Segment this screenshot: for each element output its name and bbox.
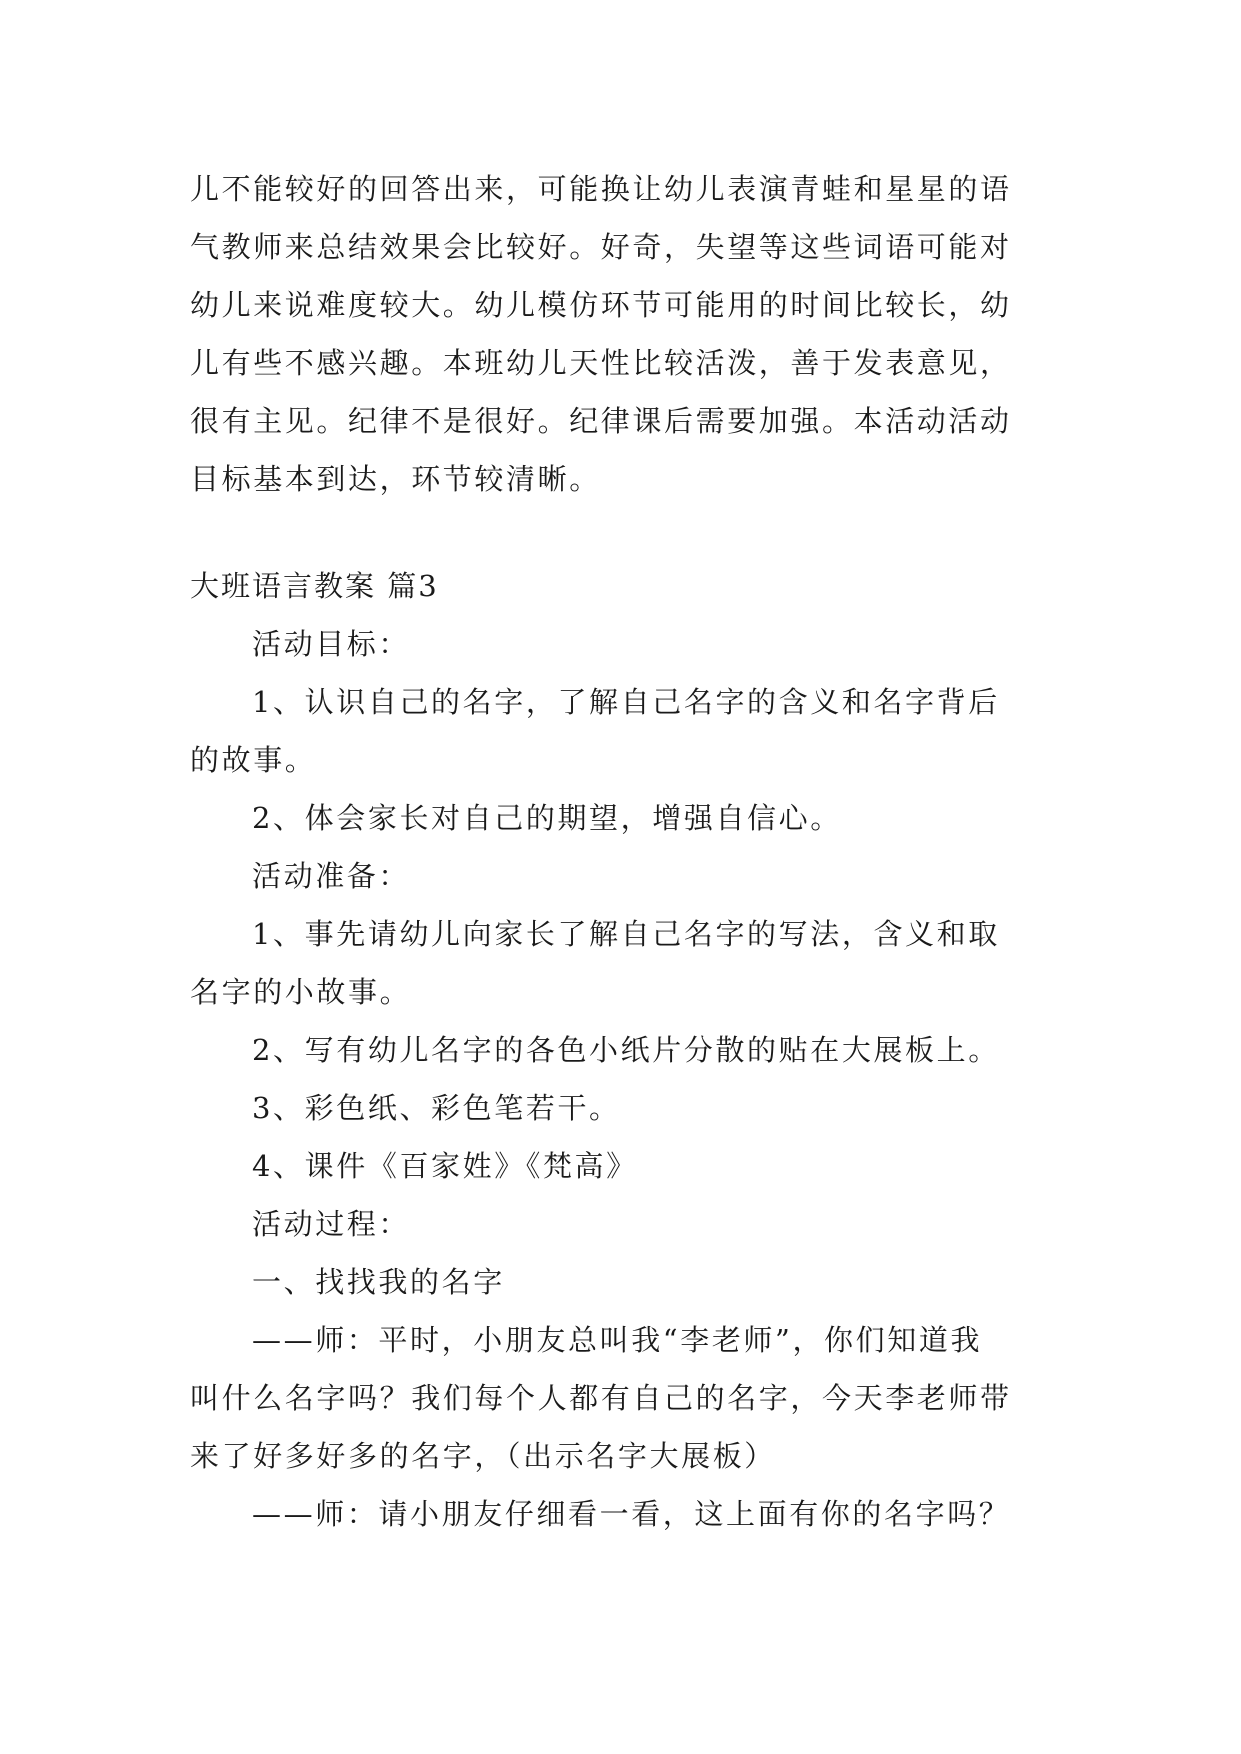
paragraph-line: 气教师来总结效果会比较好。好奇，失望等这些词语可能对 bbox=[190, 230, 1012, 264]
section-title: 大班语言教案 篇3 bbox=[190, 569, 439, 603]
paragraph-line: 儿有些不感兴趣。本班幼儿天性比较活泼，善于发表意见， bbox=[190, 346, 1012, 380]
paragraph-line: 幼儿来说难度较大。幼儿模仿环节可能用的时间比较长，幼 bbox=[190, 288, 1012, 322]
preparation-item: 1、事先请幼儿向家长了解自己名字的写法，含义和取 bbox=[252, 917, 1000, 951]
goal-item: 2、体会家长对自己的期望，增强自信心。 bbox=[252, 801, 842, 835]
dialogue-line-continuation: 叫什么名字吗？我们每个人都有自己的名字，今天李老师带 bbox=[190, 1381, 1012, 1415]
dialogue-line: ——师：请小朋友仔细看一看，这上面有你的名字吗？ bbox=[252, 1497, 1011, 1531]
process-step-title: 一、找找我的名字 bbox=[252, 1265, 505, 1299]
paragraph-line: 目标基本到达，环节较清晰。 bbox=[190, 462, 601, 496]
reflection-paragraph bbox=[190, 160, 1050, 508]
preparation-item: 2、写有幼儿名字的各色小纸片分散的贴在大展板上。 bbox=[252, 1033, 1000, 1067]
goal-item: 1、认识自己的名字，了解自己名字的含义和名字背后 bbox=[252, 685, 1000, 719]
document-page bbox=[190, 160, 1050, 1543]
heading-activity-preparation: 活动准备： bbox=[252, 859, 411, 893]
goal-item-continuation: 的故事。 bbox=[190, 743, 317, 777]
preparation-item-continuation: 名字的小故事。 bbox=[190, 975, 412, 1009]
preparation-item: 4、课件《百家姓》《梵高》 bbox=[252, 1149, 638, 1183]
paragraph-line: 儿不能较好的回答出来，可能换让幼儿表演青蛙和星星的语 bbox=[190, 172, 1012, 206]
heading-activity-goals: 活动目标： bbox=[252, 627, 411, 661]
paragraph-line: 很有主见。纪律不是很好。纪律课后需要加强。本活动活动 bbox=[190, 404, 1012, 438]
heading-activity-process: 活动过程： bbox=[252, 1207, 411, 1241]
preparation-item: 3、彩色纸、彩色笔若干。 bbox=[252, 1091, 621, 1125]
lesson-plan-body bbox=[190, 615, 1050, 1543]
dialogue-line: ——师：平时，小朋友总叫我“李老师”，你们知道我 bbox=[252, 1323, 983, 1357]
dialogue-line-continuation: 来了好多好多的名字，（出示名字大展板） bbox=[190, 1439, 776, 1473]
